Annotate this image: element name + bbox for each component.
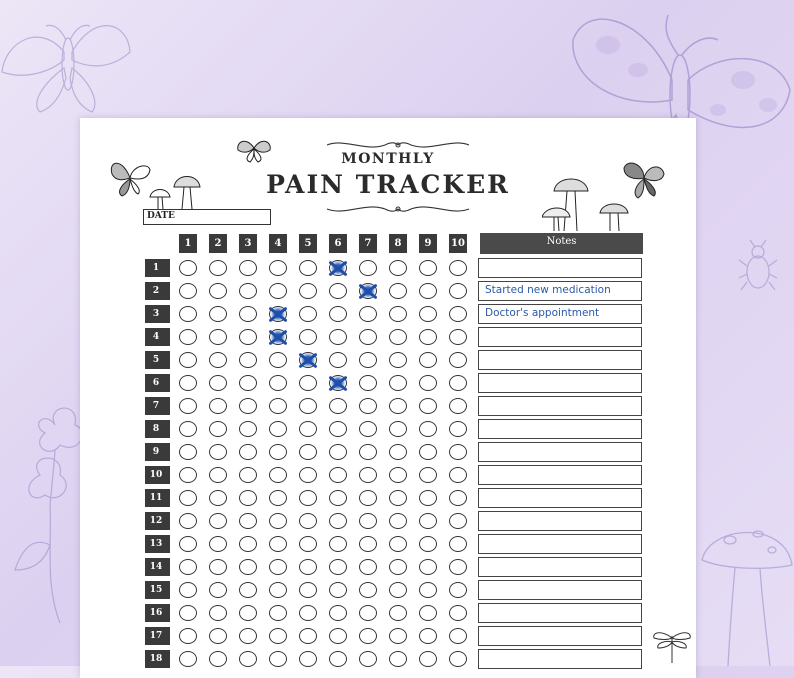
pain-level-bubble[interactable] — [269, 536, 287, 552]
pain-level-bubble[interactable] — [419, 421, 437, 437]
pain-level-bubble[interactable] — [209, 352, 227, 368]
pain-level-bubble[interactable] — [299, 421, 317, 437]
pain-level-bubble[interactable] — [299, 444, 317, 460]
tracker-sheet — [80, 118, 696, 678]
pain-level-bubble[interactable] — [299, 559, 317, 575]
pain-level-bubble[interactable] — [209, 398, 227, 414]
pain-level-bubble[interactable] — [419, 352, 437, 368]
pain-level-bubble[interactable] — [239, 260, 257, 276]
row-header-day-15: 15 — [145, 581, 167, 599]
pain-level-bubble[interactable] — [359, 490, 377, 506]
pain-level-bubble[interactable] — [179, 605, 197, 621]
pain-level-bubble[interactable] — [389, 306, 407, 322]
row-marker-bar — [167, 351, 170, 369]
row-header-day-13: 13 — [145, 535, 167, 553]
pain-level-bubble[interactable] — [389, 329, 407, 345]
note-field-day-16[interactable] — [478, 603, 642, 623]
pain-level-bubble[interactable] — [389, 398, 407, 414]
pain-level-bubble[interactable] — [389, 375, 407, 391]
note-text: Doctor's appointment — [485, 307, 600, 319]
pain-level-bubble-marked[interactable] — [359, 283, 377, 299]
pain-level-bubble[interactable] — [449, 283, 467, 299]
note-field-day-17[interactable] — [478, 626, 642, 646]
pain-level-bubble[interactable] — [329, 352, 347, 368]
pain-level-bubble[interactable] — [419, 628, 437, 644]
pain-level-bubble[interactable] — [419, 582, 437, 598]
row-header-day-1: 1 — [145, 259, 167, 277]
pain-level-bubble[interactable] — [179, 329, 197, 345]
dragonfly-icon — [650, 628, 694, 664]
pain-level-bubble[interactable] — [179, 352, 197, 368]
row-header-day-6: 6 — [145, 374, 167, 392]
note-field-day-3[interactable] — [478, 304, 642, 324]
row-marker-bar — [167, 489, 170, 507]
note-field-day-8[interactable] — [478, 419, 642, 439]
beetle-icon — [738, 238, 778, 298]
note-field-day-2[interactable] — [478, 281, 642, 301]
note-field-day-7[interactable] — [478, 396, 642, 416]
pain-level-bubble[interactable] — [299, 306, 317, 322]
pain-level-bubble[interactable] — [269, 444, 287, 460]
pain-level-bubble[interactable] — [329, 582, 347, 598]
pain-level-bubble[interactable] — [389, 536, 407, 552]
moth-icon — [0, 2, 135, 117]
pain-level-bubble[interactable] — [239, 490, 257, 506]
row-marker-bar — [167, 259, 170, 277]
pain-level-bubble[interactable] — [359, 375, 377, 391]
row-marker-bar — [167, 512, 170, 530]
pain-level-bubble[interactable] — [449, 375, 467, 391]
pain-level-bubble[interactable] — [269, 605, 287, 621]
pain-level-bubble[interactable] — [389, 444, 407, 460]
pain-level-bubble[interactable] — [299, 398, 317, 414]
pain-level-bubble[interactable] — [269, 513, 287, 529]
pain-level-bubble[interactable] — [449, 306, 467, 322]
page-title: PAIN TRACKER — [266, 170, 510, 199]
mushroom-icon — [542, 173, 632, 233]
pain-level-bubble[interactable] — [419, 651, 437, 667]
pain-level-bubble[interactable] — [419, 375, 437, 391]
pain-level-bubble[interactable] — [269, 651, 287, 667]
pain-level-bubble-marked[interactable] — [269, 306, 287, 322]
pain-level-bubble[interactable] — [389, 582, 407, 598]
note-text: Started new medication — [485, 284, 611, 296]
pain-level-bubble[interactable] — [239, 375, 257, 391]
mushroom-icon — [700, 520, 794, 666]
pain-level-bubble[interactable] — [179, 467, 197, 483]
pain-level-bubble[interactable] — [359, 467, 377, 483]
row-header-day-7: 7 — [145, 397, 167, 415]
pain-level-bubble[interactable] — [239, 513, 257, 529]
pain-level-bubble[interactable] — [449, 651, 467, 667]
row-marker-bar — [167, 627, 170, 645]
pain-level-bubble[interactable] — [179, 260, 197, 276]
row-marker-bar — [167, 328, 170, 346]
column-header-9: 9 — [419, 234, 437, 253]
note-field-day-14[interactable] — [478, 557, 642, 577]
pain-level-bubble[interactable] — [239, 329, 257, 345]
pain-level-bubble[interactable] — [239, 628, 257, 644]
pain-level-bubble[interactable] — [179, 651, 197, 667]
pain-level-bubble[interactable] — [209, 306, 227, 322]
pain-level-bubble-marked[interactable] — [329, 260, 347, 276]
pain-level-bubble[interactable] — [239, 605, 257, 621]
note-field-day-5[interactable] — [478, 350, 642, 370]
pain-level-bubble[interactable] — [419, 398, 437, 414]
row-header-day-10: 10 — [145, 466, 167, 484]
pain-level-bubble[interactable] — [209, 536, 227, 552]
pain-level-bubble[interactable] — [179, 283, 197, 299]
pain-level-bubble[interactable] — [179, 421, 197, 437]
pain-level-bubble[interactable] — [209, 444, 227, 460]
pain-level-bubble[interactable] — [179, 582, 197, 598]
pain-level-bubble[interactable] — [329, 444, 347, 460]
pain-level-bubble[interactable] — [269, 283, 287, 299]
pain-level-bubble[interactable] — [179, 444, 197, 460]
pain-level-bubble[interactable] — [449, 513, 467, 529]
pain-level-bubble[interactable] — [389, 421, 407, 437]
pain-level-bubble[interactable] — [239, 283, 257, 299]
pain-level-bubble[interactable] — [299, 536, 317, 552]
pain-level-bubble-marked[interactable] — [269, 329, 287, 345]
row-header-day-12: 12 — [145, 512, 167, 530]
pain-level-bubble[interactable] — [389, 628, 407, 644]
pain-level-bubble[interactable] — [449, 536, 467, 552]
pain-level-bubble[interactable] — [209, 559, 227, 575]
pain-level-bubble[interactable] — [449, 398, 467, 414]
row-header-day-5: 5 — [145, 351, 167, 369]
pain-level-bubble[interactable] — [449, 628, 467, 644]
pain-level-bubble[interactable] — [269, 375, 287, 391]
column-header-3: 3 — [239, 234, 257, 253]
pain-level-bubble[interactable] — [359, 582, 377, 598]
pain-level-bubble[interactable] — [239, 467, 257, 483]
pain-level-bubble[interactable] — [209, 490, 227, 506]
moth-icon — [236, 134, 272, 164]
pain-level-bubble[interactable] — [329, 306, 347, 322]
column-header-6: 6 — [329, 234, 347, 253]
pain-level-bubble[interactable] — [269, 490, 287, 506]
column-header-10: 10 — [449, 234, 467, 253]
pain-level-bubble[interactable] — [299, 582, 317, 598]
pain-level-bubble[interactable] — [359, 398, 377, 414]
column-header-1: 1 — [179, 234, 197, 253]
pain-level-bubble[interactable] — [239, 559, 257, 575]
pain-level-bubble[interactable] — [389, 513, 407, 529]
note-field-day-10[interactable] — [478, 465, 642, 485]
row-marker-bar — [167, 604, 170, 622]
pain-level-bubble[interactable] — [179, 559, 197, 575]
pain-level-bubble[interactable] — [449, 605, 467, 621]
pain-level-bubble[interactable] — [299, 283, 317, 299]
pain-level-bubble[interactable] — [239, 306, 257, 322]
pain-level-bubble[interactable] — [359, 260, 377, 276]
pain-level-bubble[interactable] — [419, 444, 437, 460]
pain-level-bubble[interactable] — [389, 260, 407, 276]
row-marker-bar — [167, 397, 170, 415]
pain-level-bubble[interactable] — [179, 513, 197, 529]
pain-level-bubble[interactable] — [239, 352, 257, 368]
pain-level-bubble[interactable] — [239, 536, 257, 552]
flower-icon — [10, 395, 85, 625]
row-marker-bar — [167, 305, 170, 323]
pain-level-bubble[interactable] — [329, 283, 347, 299]
pain-level-bubble[interactable] — [389, 283, 407, 299]
pain-level-bubble[interactable] — [209, 628, 227, 644]
row-marker-bar — [167, 535, 170, 553]
row-marker-bar — [167, 374, 170, 392]
pain-level-bubble[interactable] — [359, 306, 377, 322]
note-field-day-18[interactable] — [478, 649, 642, 669]
pain-level-bubble[interactable] — [179, 536, 197, 552]
pain-level-bubble[interactable] — [419, 605, 437, 621]
note-field-day-12[interactable] — [478, 511, 642, 531]
pain-level-bubble[interactable] — [329, 421, 347, 437]
pain-level-bubble[interactable] — [299, 329, 317, 345]
pain-level-bubble[interactable] — [419, 467, 437, 483]
pain-level-bubble[interactable] — [449, 467, 467, 483]
pain-level-bubble[interactable] — [419, 490, 437, 506]
pain-level-bubble[interactable] — [359, 421, 377, 437]
pain-level-bubble[interactable] — [299, 651, 317, 667]
pain-level-bubble[interactable] — [329, 536, 347, 552]
pain-level-bubble[interactable] — [449, 352, 467, 368]
note-field-day-11[interactable] — [478, 488, 642, 508]
pain-level-bubble[interactable] — [419, 283, 437, 299]
pain-level-bubble[interactable] — [209, 582, 227, 598]
row-marker-bar — [167, 282, 170, 300]
title-monthly: MONTHLY — [341, 151, 435, 167]
pain-level-bubble[interactable] — [359, 513, 377, 529]
pain-level-bubble[interactable] — [329, 329, 347, 345]
column-header-2: 2 — [209, 234, 227, 253]
row-header-day-3: 3 — [145, 305, 167, 323]
pain-level-bubble[interactable] — [239, 421, 257, 437]
row-marker-bar — [167, 581, 170, 599]
pain-level-bubble[interactable] — [329, 490, 347, 506]
pain-level-bubble[interactable] — [419, 513, 437, 529]
column-header-8: 8 — [389, 234, 407, 253]
pain-level-bubble[interactable] — [209, 260, 227, 276]
mushroom-icon — [146, 173, 206, 209]
pain-level-bubble[interactable] — [329, 628, 347, 644]
pain-level-bubble[interactable] — [269, 352, 287, 368]
row-marker-bar — [167, 466, 170, 484]
pain-level-bubble[interactable] — [179, 375, 197, 391]
pain-level-bubble[interactable] — [419, 260, 437, 276]
pain-level-bubble[interactable] — [269, 260, 287, 276]
note-field-day-4[interactable] — [478, 327, 642, 347]
pain-level-bubble[interactable] — [359, 628, 377, 644]
pain-level-bubble[interactable] — [449, 490, 467, 506]
pain-level-bubble[interactable] — [269, 421, 287, 437]
row-header-day-9: 9 — [145, 443, 167, 461]
pain-level-bubble[interactable] — [419, 559, 437, 575]
note-field-day-13[interactable] — [478, 534, 642, 554]
note-field-day-1[interactable] — [478, 258, 642, 278]
pain-level-bubble[interactable] — [329, 605, 347, 621]
pain-level-bubble[interactable] — [239, 398, 257, 414]
pain-level-bubble[interactable] — [449, 582, 467, 598]
pain-level-bubble[interactable] — [209, 329, 227, 345]
date-field[interactable] — [143, 209, 271, 225]
pain-level-bubble[interactable] — [419, 329, 437, 345]
pain-level-bubble[interactable] — [389, 490, 407, 506]
pain-level-bubble[interactable] — [359, 352, 377, 368]
note-field-day-15[interactable] — [478, 580, 642, 600]
pain-level-bubble[interactable] — [209, 283, 227, 299]
flourish-icon — [325, 202, 471, 216]
pain-level-bubble[interactable] — [389, 467, 407, 483]
row-marker-bar — [167, 420, 170, 438]
pain-level-bubble[interactable] — [209, 605, 227, 621]
pain-level-bubble[interactable] — [299, 375, 317, 391]
row-header-day-16: 16 — [145, 604, 167, 622]
pain-level-bubble[interactable] — [299, 628, 317, 644]
butterfly-icon — [622, 158, 666, 200]
row-marker-bar — [167, 650, 170, 668]
row-header-day-11: 11 — [145, 489, 167, 507]
note-field-day-6[interactable] — [478, 373, 642, 393]
pain-level-bubble[interactable] — [329, 559, 347, 575]
pain-level-bubble[interactable] — [269, 582, 287, 598]
pain-level-bubble[interactable] — [389, 605, 407, 621]
column-header-4: 4 — [269, 234, 287, 253]
column-header-7: 7 — [359, 234, 377, 253]
flourish-icon — [325, 138, 471, 152]
pain-level-bubble[interactable] — [419, 306, 437, 322]
pain-level-bubble[interactable] — [299, 605, 317, 621]
note-field-day-9[interactable] — [478, 442, 642, 462]
pain-level-bubble[interactable] — [299, 467, 317, 483]
pain-level-bubble[interactable] — [389, 352, 407, 368]
pain-level-bubble[interactable] — [359, 444, 377, 460]
pain-level-bubble[interactable] — [359, 605, 377, 621]
row-header-day-4: 4 — [145, 328, 167, 346]
pain-level-bubble[interactable] — [419, 536, 437, 552]
pain-level-bubble[interactable] — [449, 260, 467, 276]
pain-level-bubble[interactable] — [389, 559, 407, 575]
row-header-day-17: 17 — [145, 627, 167, 645]
pain-level-bubble[interactable] — [389, 651, 407, 667]
row-marker-bar — [167, 443, 170, 461]
pain-level-bubble[interactable] — [269, 559, 287, 575]
pain-level-bubble[interactable] — [209, 375, 227, 391]
pain-level-bubble[interactable] — [179, 306, 197, 322]
pain-level-bubble[interactable] — [359, 559, 377, 575]
row-header-day-18: 18 — [145, 650, 167, 668]
pain-level-bubble[interactable] — [449, 329, 467, 345]
column-header-5: 5 — [299, 234, 317, 253]
pain-level-bubble[interactable] — [329, 467, 347, 483]
pain-level-bubble[interactable] — [209, 651, 227, 667]
pain-level-bubble[interactable] — [239, 651, 257, 667]
pain-level-bubble-marked[interactable] — [329, 375, 347, 391]
pain-level-bubble[interactable] — [209, 513, 227, 529]
pain-level-bubble[interactable] — [329, 651, 347, 667]
pain-level-bubble[interactable] — [209, 421, 227, 437]
row-header-day-2: 2 — [145, 282, 167, 300]
row-header-day-8: 8 — [145, 420, 167, 438]
pain-level-bubble[interactable] — [299, 260, 317, 276]
pain-level-bubble[interactable] — [299, 513, 317, 529]
pain-level-bubble[interactable] — [239, 444, 257, 460]
pain-level-bubble[interactable] — [329, 398, 347, 414]
pain-level-bubble[interactable] — [209, 467, 227, 483]
pain-level-bubble[interactable] — [299, 490, 317, 506]
pain-level-bubble[interactable] — [449, 559, 467, 575]
pain-level-bubble-marked[interactable] — [299, 352, 317, 368]
pain-level-bubble[interactable] — [179, 398, 197, 414]
pain-level-bubble[interactable] — [269, 628, 287, 644]
pain-level-bubble[interactable] — [359, 329, 377, 345]
notes-header: Notes — [480, 233, 643, 254]
row-marker-bar — [167, 558, 170, 576]
pain-level-bubble[interactable] — [449, 444, 467, 460]
pain-level-bubble[interactable] — [449, 421, 467, 437]
date-label: DATE — [147, 211, 175, 221]
pain-level-bubble[interactable] — [179, 628, 197, 644]
pain-level-bubble[interactable] — [359, 651, 377, 667]
pain-level-bubble[interactable] — [269, 398, 287, 414]
pain-level-bubble[interactable] — [269, 467, 287, 483]
pain-level-bubble[interactable] — [239, 582, 257, 598]
pain-level-bubble[interactable] — [359, 536, 377, 552]
row-header-day-14: 14 — [145, 558, 167, 576]
pain-level-bubble[interactable] — [179, 490, 197, 506]
pain-level-bubble[interactable] — [329, 513, 347, 529]
